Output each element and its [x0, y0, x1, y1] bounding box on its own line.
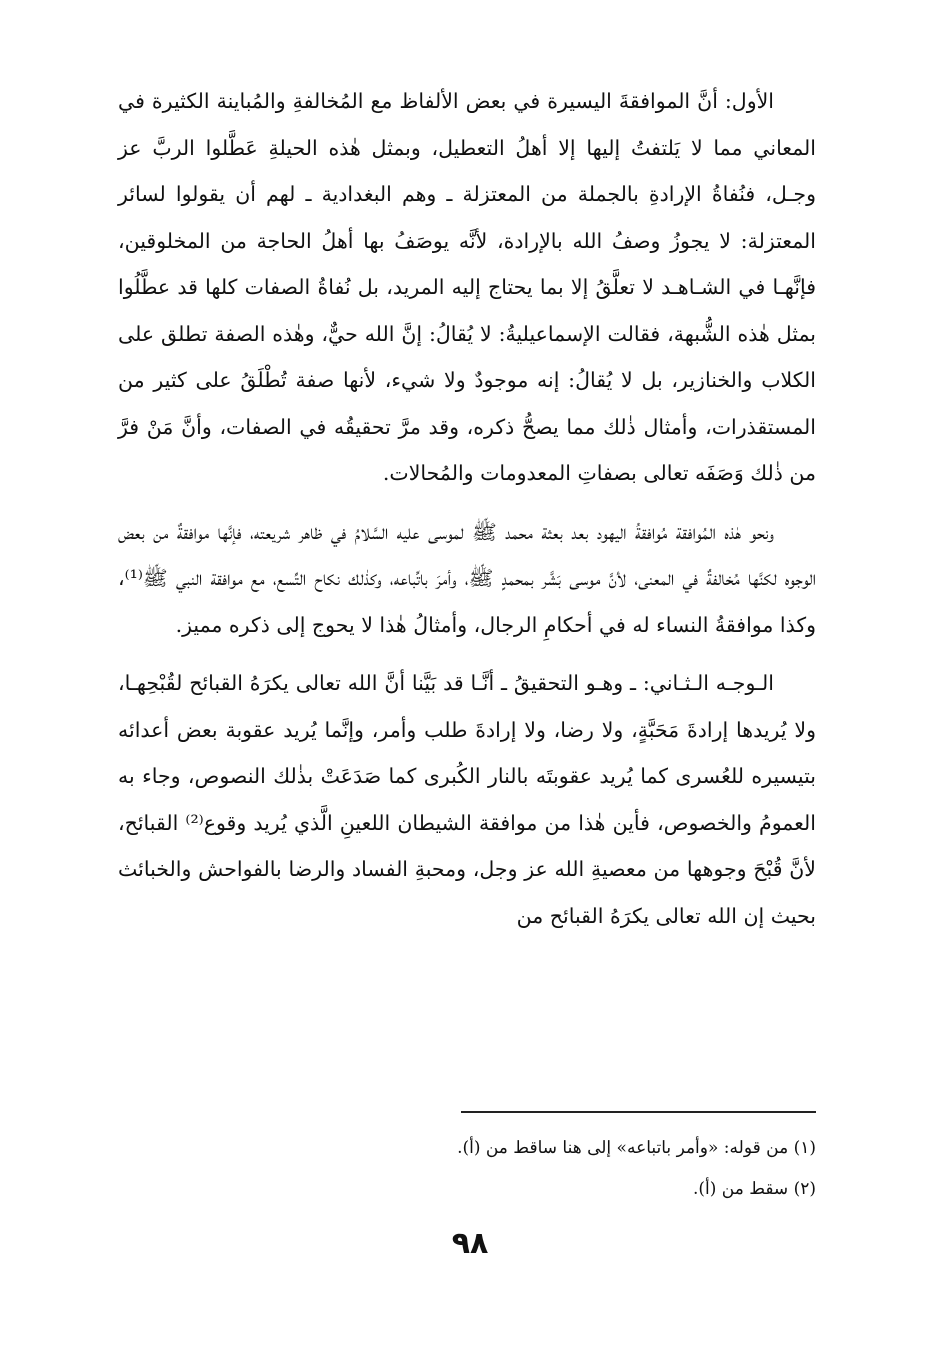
page-number: ٩٨: [451, 1226, 489, 1261]
paragraph-jewish-agreement: ونحو هٰذه المُوافقة مُوافقةُ اليهود بعد بعثة محمد ﷺ لموسى عليه السَّلامُ في ظاهر شريعته، فإنَّها موافقةٌ من بعض الوجوه لكنَّها مُخالفةٌ في المعنى، لأنَّ موسى بَشَّر بمحمدٍ ﷺ، وأمرَ باتِّباعه، وكذٰلك نكاح التِّسع، مع موافقة النبي ﷺ⁽¹⁾، وكذا موافقةُ النساء له في أحكامِ الرجال، وأمثالُ هٰذا لا يحوج إلى ذكره مميز.: [118, 519, 816, 637]
paragraph-second-aspect: الـوجـه الـثـاني: ـ وهـو التحقيقُ ـ أنَّـا قد بَيَّنا أنَّ الله تعالى يكرَهُ القبائح لقُبْحِهـا، ولا يُريدها إرادةَ مَحَبَّةٍ، ولا رضا، ولا إرادةَ طلب وأمر، وإنَّما يُريد عقوبة بعض أعدائه بتيسيره للعُسرى كما يُريد عقوبتَه بالنار الكُبرى كما صَدَعَتْ بذٰلك النصوص، وجاء به العمومُ والخصوص، فأين هٰذا من موافقة الشيطان اللعينِ الَّذي يُريد وقوع⁽²⁾ القبائح، لأنَّ قُبْحَ وجوهها من معصيةِ الله عز وجل، ومحبةِ الفساد والرضا بالفواحش والخبائث بحيث إن الله تعالى يكرَهُ القبائح من: [118, 671, 816, 928]
footnotes: [124, 1128, 816, 1210]
footnote-2: (٢) سقط من (أ).: [692, 1179, 816, 1199]
paragraph-first-argument: الأول: أنَّ الموافقةَ اليسيرة في بعض الألفاظ مع المُخالفةِ والمُباينة الكثيرة في المعاني مما لا يَلتفتُ إليها إلا أهلُ التعطيل، وبمثل هٰذه الحيلةِ عَطَّلوا الربَّ عز وجـل، فنُفاةُ الإرادةِ بالجملة من المعتزلة ـ وهم البغدادية ـ لهم أن يقولوا لسائر المعتزلة: لا يجوزُ وصفُ الله بالإرادة، لأنَّه يوصَفُ بها أهلُ الحاجة من المخلوقين، فإنَّهـا في الشـاهـد لا تعلَّقُ إلا بما يحتاج إليه المريد، بل نُفاةُ الصفات كلها قد عطَّلُوا بمثل هٰذه الشُّبهة، فقالت الإسماعيليةُ: لا يُقالُ: إنَّ الله حيٌّ، وهٰذه الصفة تطلق على الكلاب والخنازير، بل لا يُقالُ: إنه موجودٌ ولا شيء، لأنها صفة تُطْلَقُ على كثير من المستقذرات، وأمثال ذٰلك مما يصحُّ ذكره، وقد مرَّ تحقيقُه في الصفات، وأنَّ مَنْ فرَّ من ذٰلك وَصَفَه تعالى بصفاتِ المعدومات والمُحالات.: [118, 89, 816, 485]
footnote-divider: [461, 1111, 816, 1113]
footnote-1: (١) من قوله: «وأمر باتباعه» إلى هنا ساقط من (أ).: [457, 1138, 816, 1158]
page-body: [118, 78, 816, 939]
